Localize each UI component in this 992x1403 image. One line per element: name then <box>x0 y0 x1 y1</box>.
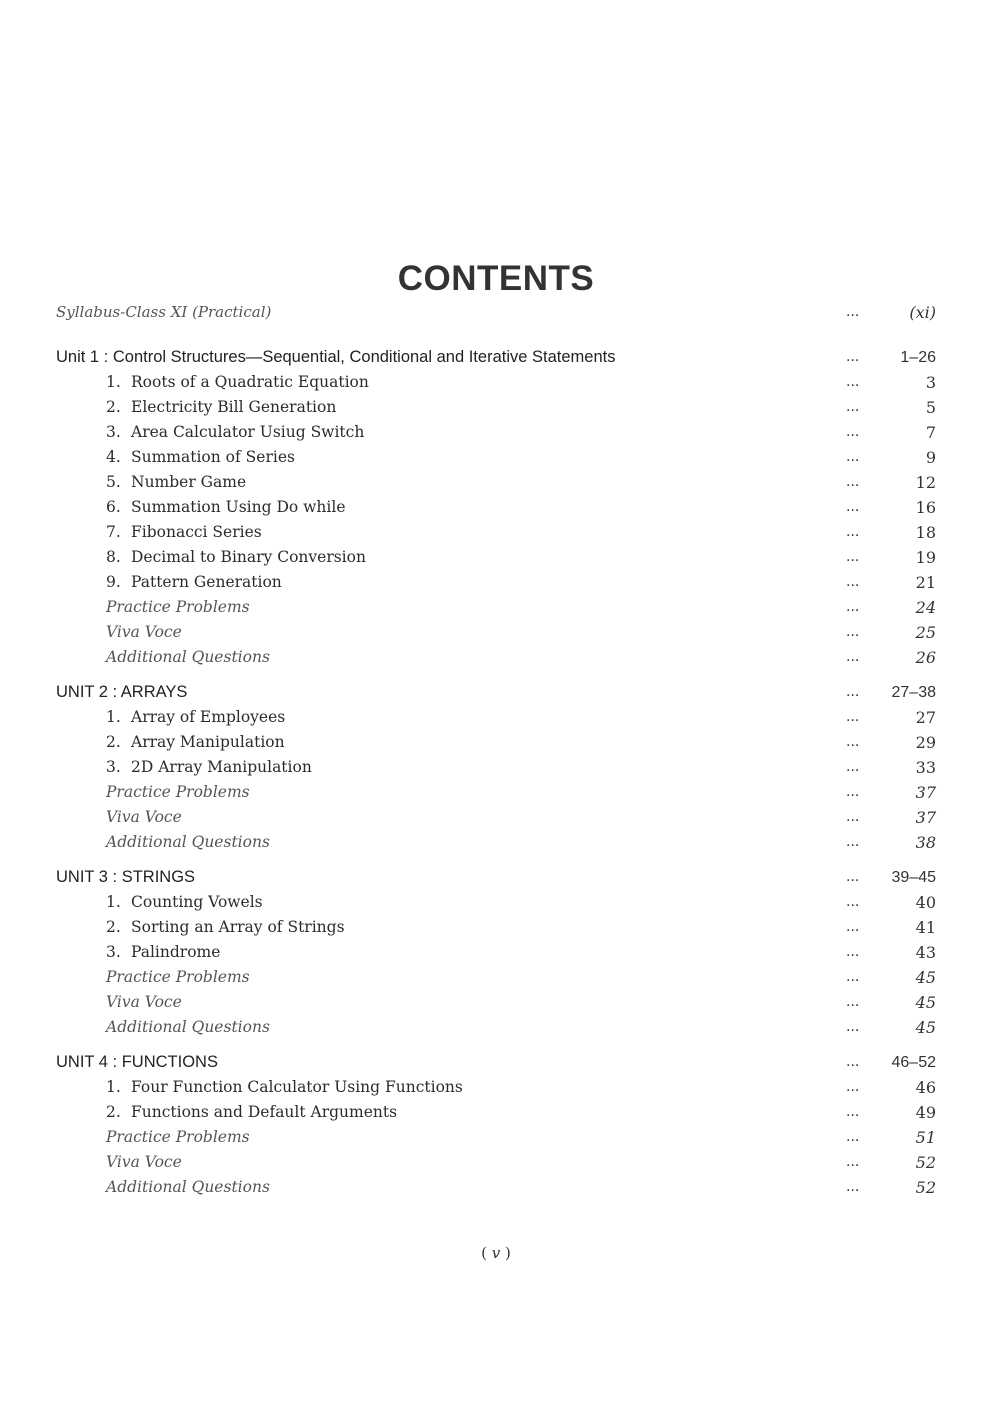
leader-dots: ... <box>846 809 860 825</box>
leader-dots: ... <box>846 1054 860 1070</box>
item-page: 29 <box>915 733 936 752</box>
syllabus-entry <box>56 300 936 325</box>
leader-dots: ... <box>846 1129 860 1145</box>
footer-page-numeral: v <box>491 1244 501 1262</box>
item-page: 41 <box>915 918 936 937</box>
footer-open-paren: ( <box>481 1244 492 1262</box>
list-item <box>56 755 936 780</box>
practice-problems-entry <box>56 965 936 990</box>
item-page: 27 <box>915 708 936 727</box>
item-number: 2. <box>106 918 121 936</box>
unit-page-range: 27–38 <box>891 684 936 701</box>
list-item <box>56 395 936 420</box>
item-label: Fibonacci Series <box>131 523 262 541</box>
leader-dots: ... <box>846 374 860 390</box>
item-label: Array of Employees <box>131 708 286 726</box>
leader-dots: ... <box>846 624 860 640</box>
leader-dots: ... <box>846 424 860 440</box>
list-item <box>56 445 936 470</box>
leader-dots: ... <box>846 349 860 365</box>
extra-page: 51 <box>915 1128 936 1147</box>
additional-questions-entry <box>56 1175 936 1200</box>
leader-dots: ... <box>846 709 860 725</box>
unit-1-header <box>56 345 936 370</box>
item-number: 8. <box>106 548 121 566</box>
leader-dots: ... <box>846 549 860 565</box>
extra-page: 37 <box>915 783 936 802</box>
unit-title: UNIT 3 : STRINGS <box>56 868 196 886</box>
additional-questions-entry <box>56 1015 936 1040</box>
item-page: 43 <box>915 943 936 962</box>
page-number-footer <box>0 1244 992 1262</box>
viva-voce-entry <box>56 620 936 645</box>
item-label: Summation of Series <box>131 448 295 466</box>
item-page: 3 <box>925 373 936 392</box>
extra-page: 25 <box>915 623 936 642</box>
extra-page: 26 <box>915 648 936 667</box>
extra-page: 45 <box>915 968 936 987</box>
extra-label: Viva Voce <box>106 808 182 826</box>
extra-page: 37 <box>915 808 936 827</box>
leader-dots: ... <box>846 944 860 960</box>
viva-voce-entry <box>56 990 936 1015</box>
list-item <box>56 570 936 595</box>
leader-dots: ... <box>846 684 860 700</box>
item-number: 4. <box>106 448 121 466</box>
item-number: 2. <box>106 398 121 416</box>
item-number: 2. <box>106 733 121 751</box>
leader-dots: ... <box>846 649 860 665</box>
leader-dots: ... <box>846 1154 860 1170</box>
extra-label: Viva Voce <box>106 1153 182 1171</box>
item-number: 7. <box>106 523 121 541</box>
item-page: 49 <box>915 1103 936 1122</box>
item-label: Roots of a Quadratic Equation <box>131 373 369 391</box>
leader-dots: ... <box>846 499 860 515</box>
leader-dots: ... <box>846 784 860 800</box>
item-number: 6. <box>106 498 121 516</box>
practice-problems-entry <box>56 595 936 620</box>
item-page: 5 <box>925 398 936 417</box>
leader-dots: ... <box>846 599 860 615</box>
list-item <box>56 1100 936 1125</box>
list-item <box>56 730 936 755</box>
item-number: 1. <box>106 893 121 911</box>
extra-label: Practice Problems <box>106 1128 250 1146</box>
unit-page-range: 46–52 <box>891 1054 936 1071</box>
leader-dots: ... <box>846 969 860 985</box>
list-item <box>56 890 936 915</box>
item-label: Array Manipulation <box>131 733 285 751</box>
item-number: 3. <box>106 423 121 441</box>
syllabus-page: (xi) <box>909 303 936 322</box>
unit-3-header <box>56 865 936 890</box>
item-number: 5. <box>106 473 121 491</box>
leader-dots: ... <box>846 524 860 540</box>
list-item <box>56 495 936 520</box>
list-item <box>56 705 936 730</box>
leader-dots: ... <box>846 449 860 465</box>
table-of-contents <box>56 300 936 1200</box>
leader-dots: ... <box>846 759 860 775</box>
leader-dots: ... <box>846 869 860 885</box>
list-item <box>56 370 936 395</box>
page-title: CONTENTS <box>397 259 595 299</box>
unit-page-range: 1–26 <box>900 349 936 366</box>
item-label: Area Calculator Usiug Switch <box>131 423 365 441</box>
leader-dots: ... <box>846 1079 860 1095</box>
item-label: Sorting an Array of Strings <box>131 918 345 936</box>
leader-dots: ... <box>846 399 860 415</box>
list-item <box>56 915 936 940</box>
item-number: 3. <box>106 943 121 961</box>
extra-label: Practice Problems <box>106 783 250 801</box>
item-page: 18 <box>915 523 936 542</box>
item-number: 9. <box>106 573 121 591</box>
item-page: 21 <box>915 573 936 592</box>
extra-label: Viva Voce <box>106 993 182 1011</box>
extra-page: 52 <box>915 1178 936 1197</box>
item-label: Electricity Bill Generation <box>131 398 337 416</box>
item-label: Summation Using Do while <box>131 498 346 516</box>
list-item <box>56 520 936 545</box>
syllabus-label: Syllabus-Class XI (Practical) <box>56 303 272 321</box>
leader-dots: ... <box>846 474 860 490</box>
item-label: Four Function Calculator Using Functions <box>131 1078 463 1096</box>
viva-voce-entry <box>56 1150 936 1175</box>
item-page: 40 <box>915 893 936 912</box>
list-item <box>56 420 936 445</box>
practice-problems-entry <box>56 1125 936 1150</box>
item-number: 1. <box>106 373 121 391</box>
extra-label: Additional Questions <box>106 648 270 666</box>
item-page: 33 <box>915 758 936 777</box>
leader-dots: ... <box>846 834 860 850</box>
extra-label: Viva Voce <box>106 623 182 641</box>
unit-title: Unit 1 : Control Structures—Sequential, Conditional and Iterative Statements <box>56 348 616 366</box>
item-page: 9 <box>925 448 936 467</box>
item-label: Functions and Default Arguments <box>131 1103 398 1121</box>
item-number: 3. <box>106 758 121 776</box>
item-page: 46 <box>915 1078 936 1097</box>
list-item <box>56 1075 936 1100</box>
item-page: 19 <box>915 548 936 567</box>
item-page: 7 <box>925 423 936 442</box>
additional-questions-entry <box>56 645 936 670</box>
leader-dots: ... <box>846 1179 860 1195</box>
item-label: Pattern Generation <box>131 573 282 591</box>
extra-page: 24 <box>915 598 936 617</box>
unit-title: UNIT 4 : FUNCTIONS <box>56 1053 218 1071</box>
extra-label: Additional Questions <box>106 833 270 851</box>
leader-dots: ... <box>846 919 860 935</box>
extra-label: Additional Questions <box>106 1018 270 1036</box>
item-page: 12 <box>915 473 936 492</box>
extra-page: 45 <box>915 1018 936 1037</box>
extra-label: Practice Problems <box>106 968 250 986</box>
item-page: 16 <box>915 498 936 517</box>
unit-2-header <box>56 680 936 705</box>
item-number: 1. <box>106 1078 121 1096</box>
item-label: Palindrome <box>131 943 221 961</box>
unit-4-header <box>56 1050 936 1075</box>
viva-voce-entry <box>56 805 936 830</box>
leader-dots: ... <box>846 894 860 910</box>
footer-close-paren: ) <box>500 1244 511 1262</box>
extra-page: 52 <box>915 1153 936 1172</box>
additional-questions-entry <box>56 830 936 855</box>
extra-page: 45 <box>915 993 936 1012</box>
list-item <box>56 470 936 495</box>
list-item <box>56 940 936 965</box>
item-number: 1. <box>106 708 121 726</box>
unit-title: UNIT 2 : ARRAYS <box>56 683 188 701</box>
leader-dots: ... <box>846 734 860 750</box>
leader-dots: ... <box>846 304 860 320</box>
list-item <box>56 545 936 570</box>
item-label: Decimal to Binary Conversion <box>131 548 366 566</box>
item-label: Counting Vowels <box>131 893 263 911</box>
leader-dots: ... <box>846 1104 860 1120</box>
item-label: 2D Array Manipulation <box>131 758 312 776</box>
extra-label: Practice Problems <box>106 598 250 616</box>
practice-problems-entry <box>56 780 936 805</box>
extra-page: 38 <box>915 833 936 852</box>
item-number: 2. <box>106 1103 121 1121</box>
leader-dots: ... <box>846 1019 860 1035</box>
leader-dots: ... <box>846 574 860 590</box>
leader-dots: ... <box>846 994 860 1010</box>
extra-label: Additional Questions <box>106 1178 270 1196</box>
unit-page-range: 39–45 <box>891 869 936 886</box>
item-label: Number Game <box>131 473 247 491</box>
